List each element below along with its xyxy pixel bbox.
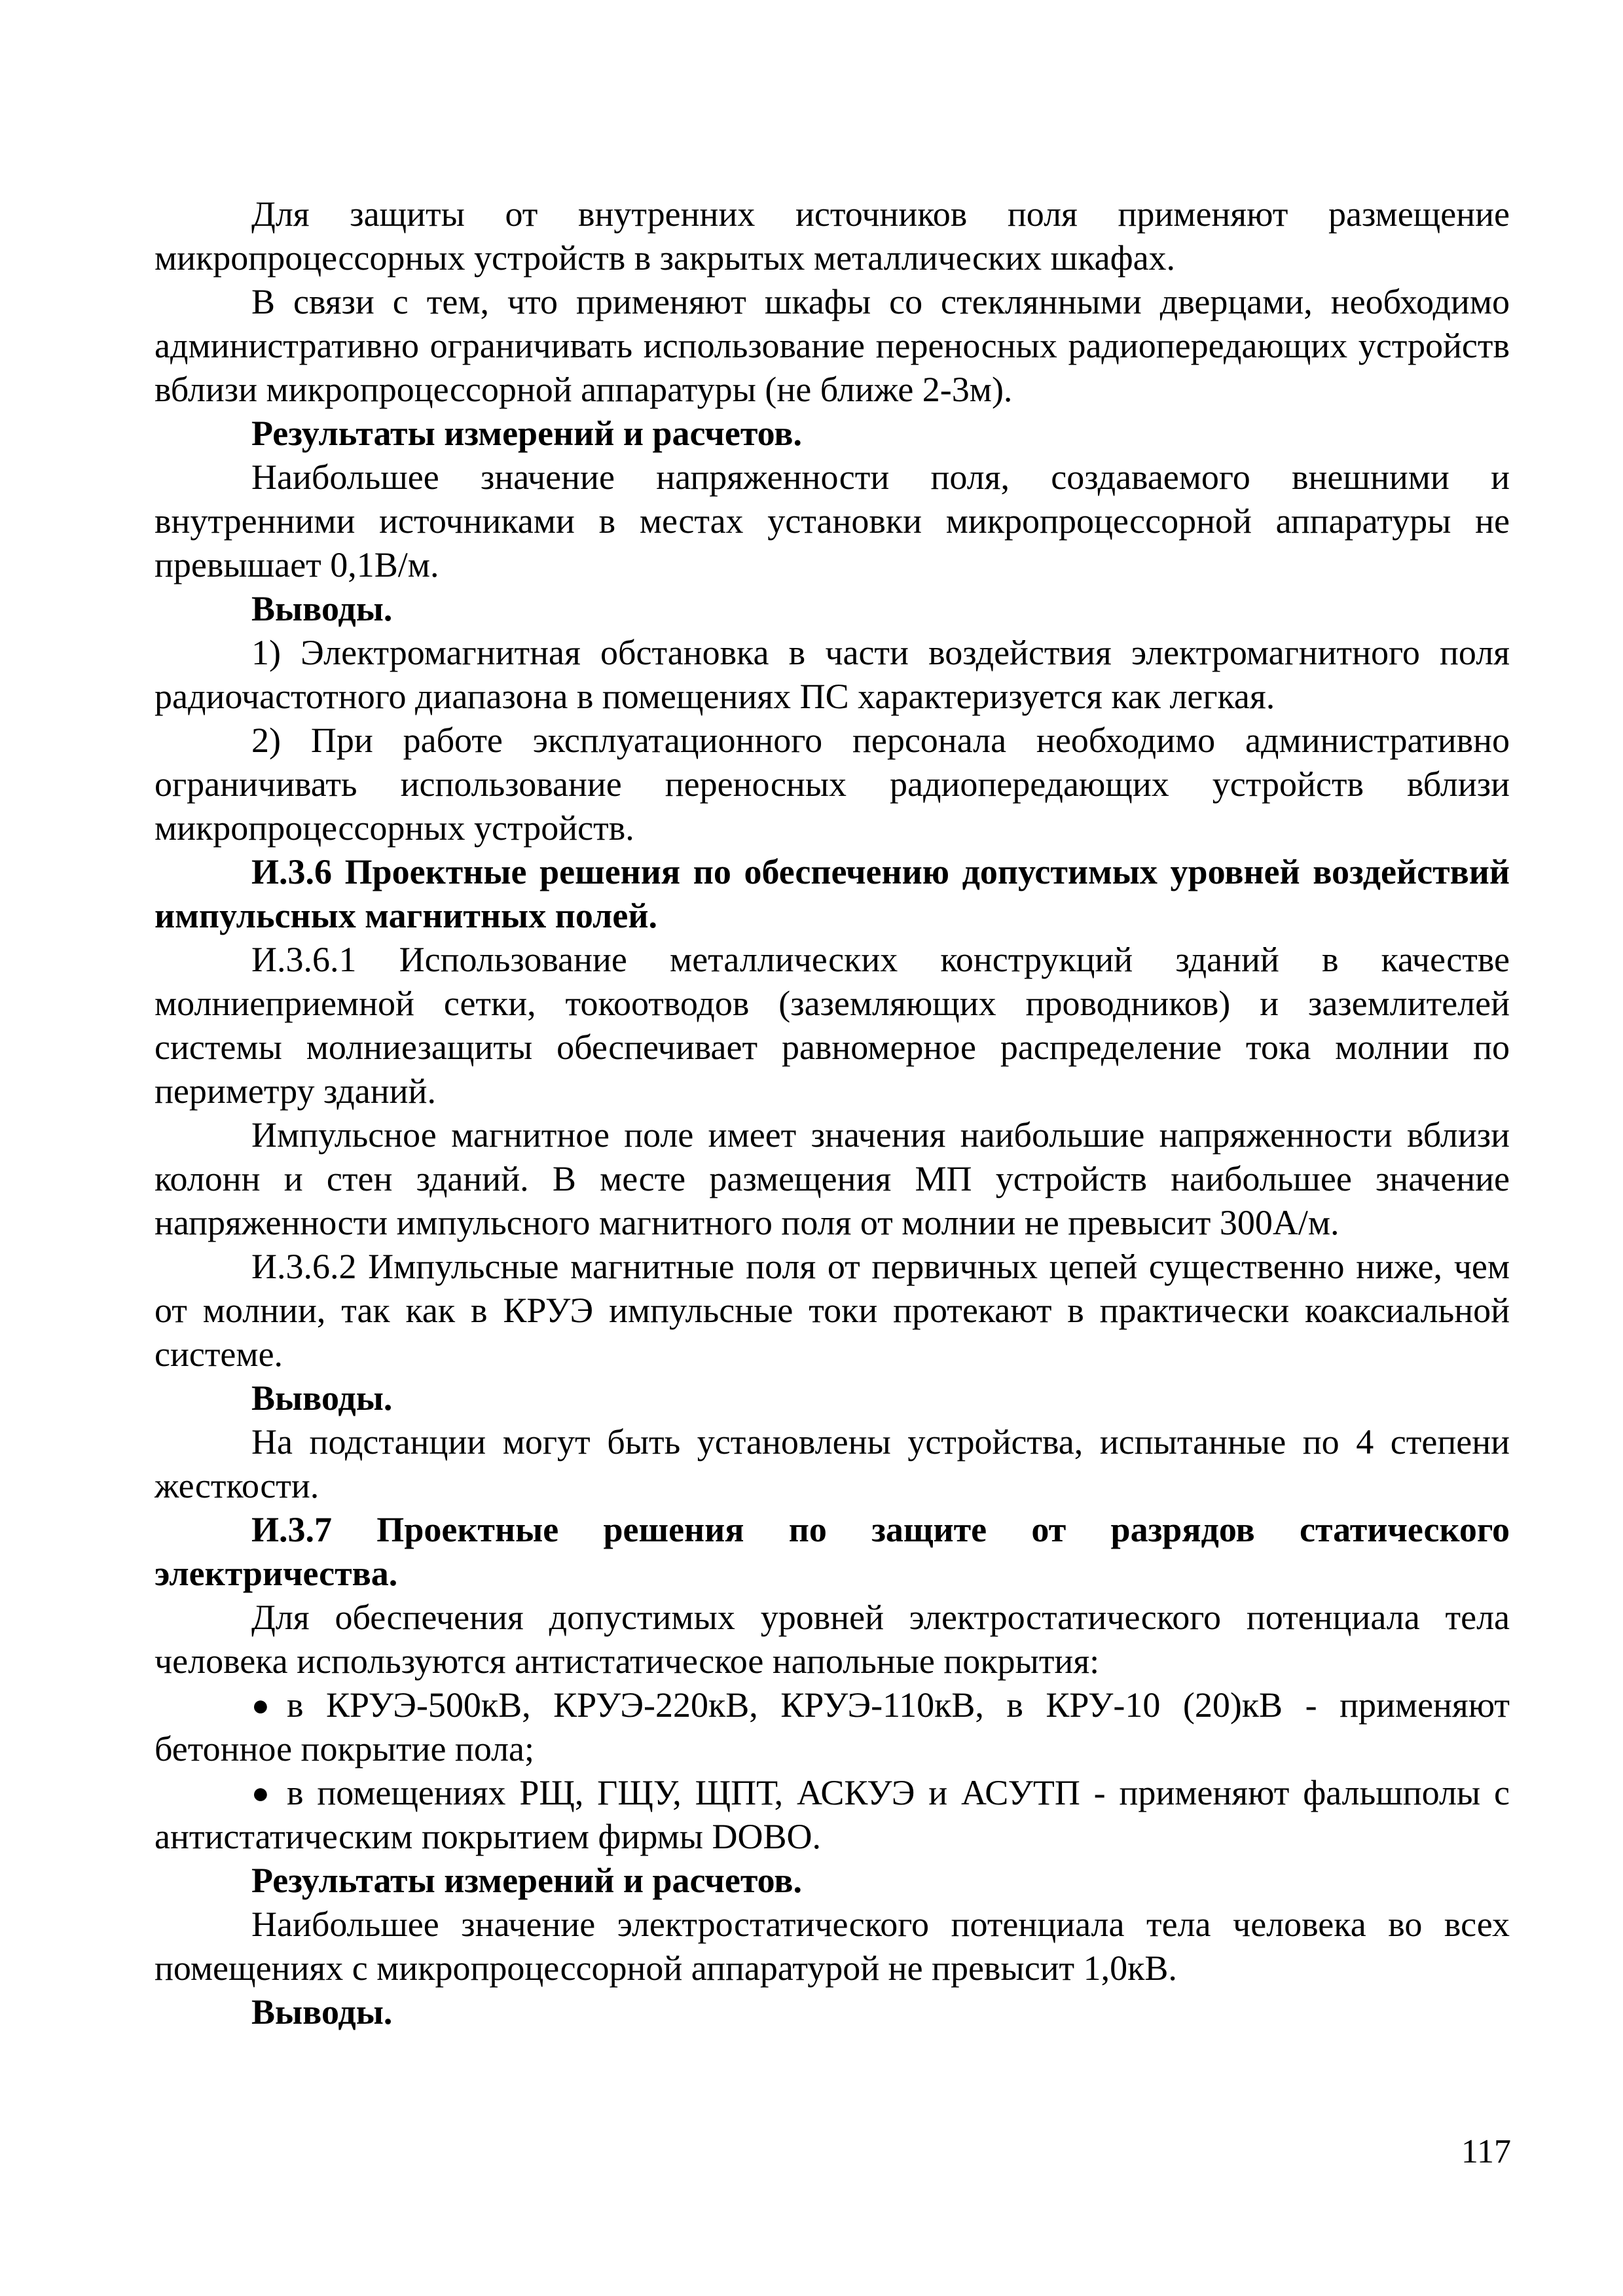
paragraph: Для обеспечения допустимых уровней электростатического потенциала тела человека используются антистатическое напольные покрытия: <box>155 1598 1510 1681</box>
section-heading: Выводы. <box>251 589 393 628</box>
paragraph: В связи с тем, что применяют шкафы со стеклянными дверцами, необходимо административно ограничивать использование переносных радиопередающих устройств вблизи микропроцессорной аппаратуры (не ближе 2-3м). <box>155 282 1510 409</box>
paragraph: Импульсное магнитное поле имеет значения наибольшие напряженности вблизи колонн и стен зданий. В месте размещения МП устройств наибольшее значение напряженности импульсного магнитного поля от молнии не превысит 300А/м. <box>155 1115 1510 1242</box>
paragraph: 2) При работе эксплуатационного персонала необходимо административно ограничивать использование переносных радиопередающих устройств вблизи микропроцессорных устройств. <box>155 721 1510 848</box>
paragraph: И.3.6.1 Использование металлических конструкций зданий в качестве молниеприемной сетки, токоотводов (заземляющих проводников) и заземлителей системы молниезащиты обеспечивает равномерное распределение тока молнии по периметру зданий. <box>155 940 1510 1111</box>
section-heading: И.3.6 Проектные решения по обеспечению допустимых уровней воздействий импульсных магнитных полей. <box>155 852 1510 935</box>
bullet-icon: ● <box>251 1776 270 1810</box>
section-heading: И.3.7 Проектные решения по защите от разрядов статического электричества. <box>155 1510 1510 1593</box>
list-item <box>155 1771 1510 1859</box>
section-heading: Выводы. <box>251 1992 393 2032</box>
section-heading: Результаты измерений и расчетов. <box>251 1861 802 1900</box>
bullet-list <box>155 1683 1510 1859</box>
section-heading: Результаты измерений и расчетов. <box>251 414 802 453</box>
list-item-text: в помещениях РЩ, ГЩУ, ЩПТ, АСКУЭ и АСУТП - применяют фальшполы с антистатическим покрытием фирмы DOBO. <box>155 1773 1510 1856</box>
document-body <box>155 192 1510 2034</box>
paragraph: 1) Электромагнитная обстановка в части воздействия электромагнитного поля радиочастотного диапазона в помещениях ПС характеризуется как легкая. <box>155 633 1510 716</box>
list-item <box>155 1683 1510 1771</box>
paragraph: И.3.6.2 Импульсные магнитные поля от первичных цепей существенно ниже, чем от молнии, так как в КРУЭ импульсные токи протекают в практически коаксиальной системе. <box>155 1247 1510 1374</box>
paragraph: Наибольшее значение электростатического потенциала тела человека во всех помещениях с микропроцессорной аппаратурой не превысит 1,0кВ. <box>155 1905 1510 1988</box>
paragraph: На подстанции могут быть установлены устройства, испытанные по 4 степени жесткости. <box>155 1422 1510 1505</box>
list-item-text: в КРУЭ-500кВ, КРУЭ-220кВ, КРУЭ-110кВ, в КРУ-10 (20)кВ - применяют бетонное покрытие пола; <box>155 1685 1510 1768</box>
bullet-icon: ● <box>251 1689 270 1722</box>
section-heading: Выводы. <box>251 1378 393 1418</box>
paragraph: Для защиты от внутренних источников поля применяют размещение микропроцессорных устройств в закрытых металлических шкафах. <box>155 194 1510 278</box>
page-number: 117 <box>1461 2133 1511 2170</box>
paragraph: Наибольшее значение напряженности поля, создаваемого внешними и внутренними источниками в местах установки микропроцессорной аппаратуры не превышает 0,1В/м. <box>155 457 1510 584</box>
